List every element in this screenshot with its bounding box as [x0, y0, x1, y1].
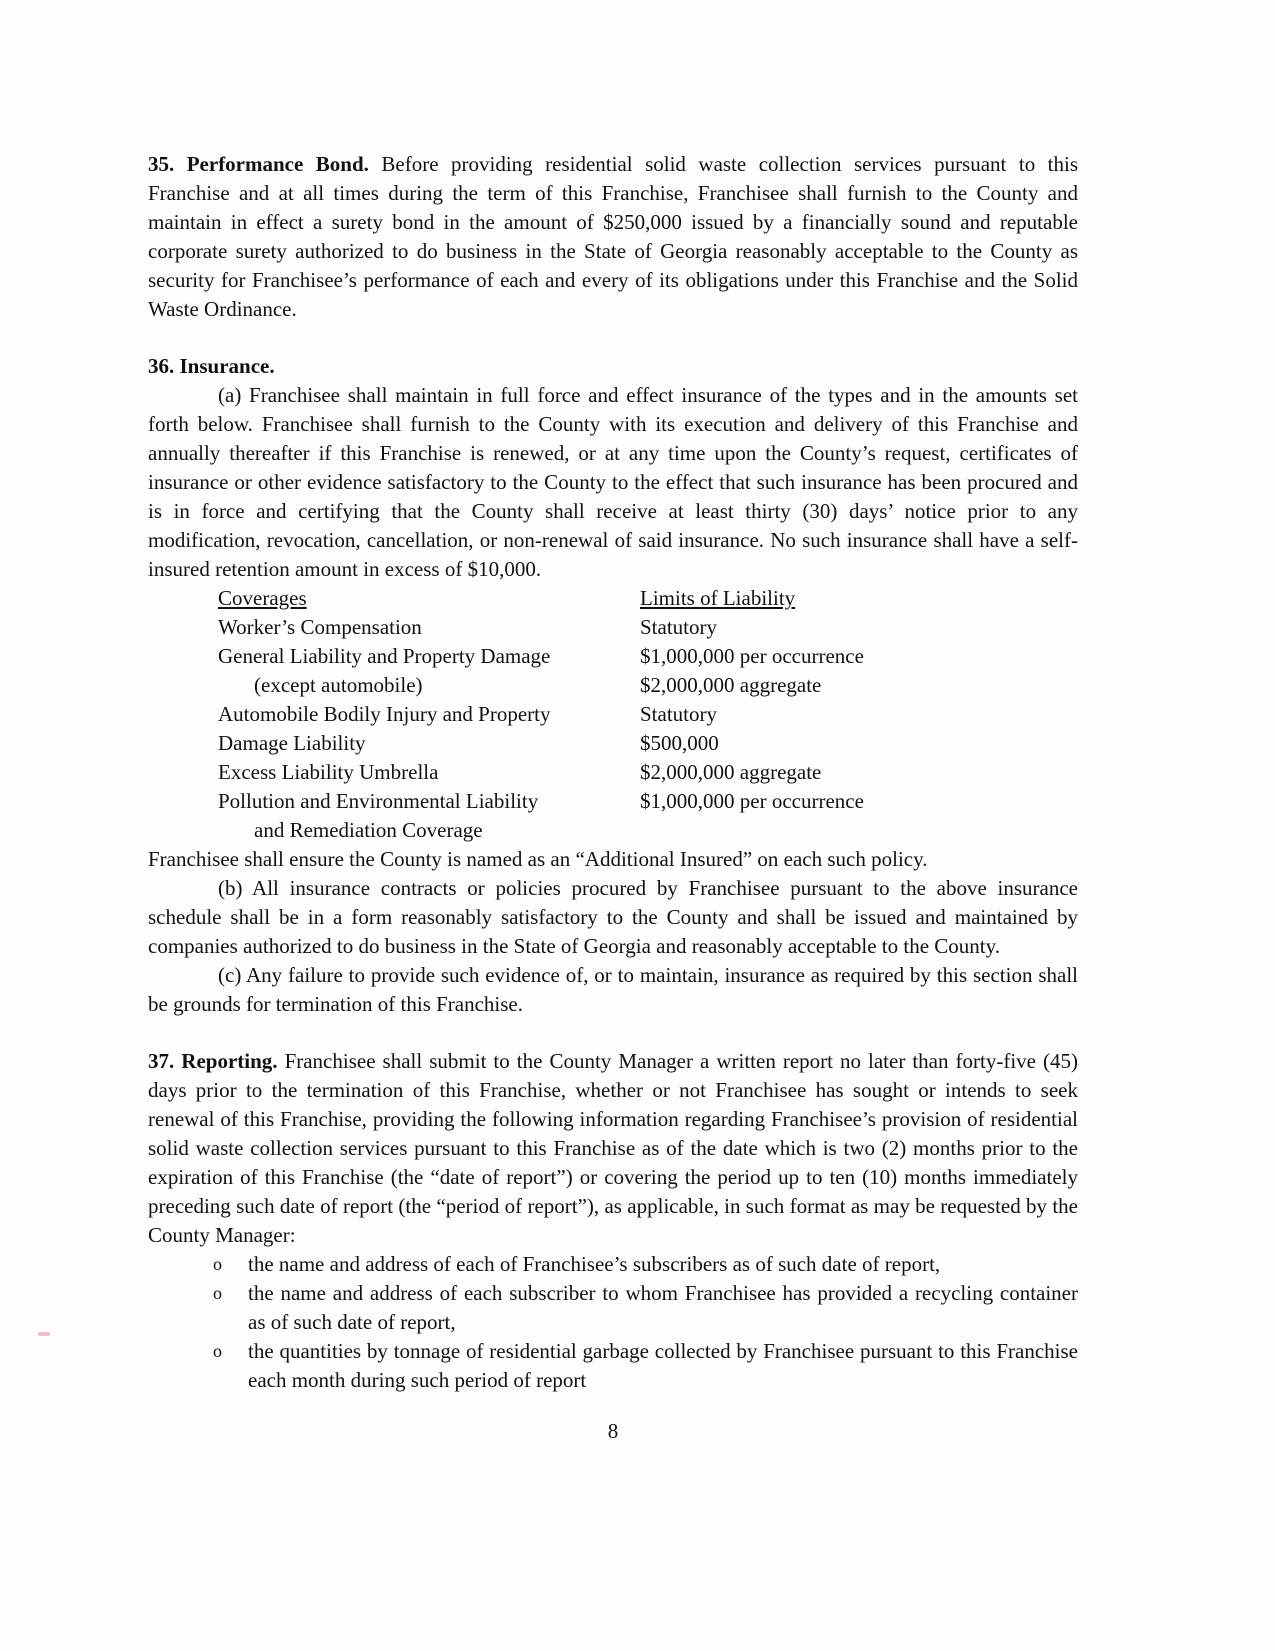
list-item	[213, 1279, 1078, 1337]
bullet-marker: o	[213, 1341, 222, 1361]
coverage-cell: Damage Liability	[218, 731, 366, 755]
table-row	[218, 816, 1078, 845]
section-36-paragraph-b: (b) All insurance contracts or policies procured by Franchisee pursuant to the above insurance schedule shall be in a form reasonably satisfactory to the County and shall be issued and maintained by companies authorized to do business in the State of Georgia and reasonably acceptable to the County.	[148, 876, 1078, 958]
limit-cell: Statutory	[640, 702, 717, 726]
coverage-cell: Worker’s Compensation	[218, 615, 422, 639]
list-item	[213, 1337, 1078, 1395]
limit-cell: $2,000,000 aggregate	[640, 760, 822, 784]
section-35-paragraph	[148, 150, 1078, 324]
list-item-text: the name and address of each of Franchisee’s subscribers as of such date of report,	[248, 1252, 941, 1276]
section-37-body: Franchisee shall submit to the County Manager a written report no later than forty-five (45) days prior to the termination of this Franchise, whether or not Franchisee has sought or intends to seek renewal of this Franchise, providing the following information regarding Franchisee’s provision of residential solid waste collection services pursuant to this Franchise as of the date which is two (2) months prior to the expiration of this Franchise (the “date of report”) or covering the period up to ten (10) months immediately preceding such date of report (the “period of report”), as applicable, in such format as may be requested by the County Manager:	[148, 1049, 1079, 1247]
bullet-marker: o	[213, 1283, 222, 1303]
limit-cell	[640, 816, 1078, 845]
additional-insured-line: Franchisee shall ensure the County is named as an “Additional Insured” on each such policy.	[148, 847, 928, 871]
scan-artifact-mark	[38, 1332, 50, 1336]
section-37-paragraph	[148, 1047, 1078, 1250]
limit-cell: $2,000,000 aggregate	[640, 673, 822, 697]
section-36-heading: 36. Insurance.	[148, 354, 275, 378]
report-items-list	[213, 1250, 1078, 1395]
list-item-text: the quantities by tonnage of residential garbage collected by Franchisee pursuant to this Franchise each month during such period of report	[248, 1339, 1078, 1392]
section-37-heading: 37. Reporting.	[148, 1049, 278, 1073]
table-row	[218, 613, 1078, 642]
coverage-cell: General Liability and Property Damage	[218, 644, 551, 668]
coverages-column-header: Coverages	[218, 586, 307, 610]
limit-cell: $1,000,000 per occurrence	[640, 789, 864, 813]
table-header-row	[218, 584, 1078, 613]
page-number: 8	[607, 1419, 619, 1443]
table-row	[218, 787, 1078, 816]
bullet-marker: o	[213, 1254, 222, 1274]
limit-cell: $1,000,000 per occurrence	[640, 644, 864, 668]
coverage-cell: Pollution and Environmental Liability	[218, 789, 539, 813]
limit-cell: Statutory	[640, 615, 717, 639]
table-row	[218, 671, 1078, 700]
coverage-cell: Automobile Bodily Injury and Property	[218, 702, 551, 726]
coverage-cell: (except automobile)	[254, 673, 423, 697]
limit-cell: $500,000	[640, 731, 719, 755]
list-item-text: the name and address of each subscriber to whom Franchisee has provided a recycling container as of such date of report,	[248, 1281, 1078, 1334]
limits-column-header: Limits of Liability	[640, 586, 796, 610]
table-row	[218, 758, 1078, 787]
table-row	[218, 700, 1078, 729]
coverage-cell: Excess Liability Umbrella	[218, 760, 439, 784]
section-35-body: Before providing residential solid waste collection services pursuant to this Franchise and at all times during the term of this Franchise, Franchisee shall furnish to the County and maintain in effect a surety bond in the amount of $250,000 issued by a financially sound and reputable corporate surety authorized to do business in the State of Georgia reasonably acceptable to the County as security for Franchisee’s performance of each and every of its obligations under this Franchise and the Solid Waste Ordinance.	[148, 152, 1079, 321]
list-item	[213, 1250, 1078, 1279]
coverage-cell: and Remediation Coverage	[254, 818, 483, 842]
section-35-heading: 35. Performance Bond.	[148, 152, 369, 176]
section-36-paragraph-c: (c) Any failure to provide such evidence of, or to maintain, insurance as required by this section shall be grounds for termination of this Franchise.	[148, 963, 1078, 1016]
table-row	[218, 642, 1078, 671]
section-36-paragraph-a: (a) Franchisee shall maintain in full force and effect insurance of the types and in the amounts set forth below. Franchisee shall furnish to the County with its execution and delivery of this Franchise and annually thereafter if this Franchise is renewed, or at any time upon the County’s request, certificates of insurance or other evidence satisfactory to the County to the effect that such insurance has been procured and is in force and certifying that the County shall receive at least thirty (30) days’ notice prior to any modification, revocation, cancellation, or non-renewal of said insurance. No such insurance shall have a self-insured retention amount in excess of $10,000.	[148, 383, 1078, 581]
insurance-coverage-table	[218, 584, 1078, 845]
table-row	[218, 729, 1078, 758]
